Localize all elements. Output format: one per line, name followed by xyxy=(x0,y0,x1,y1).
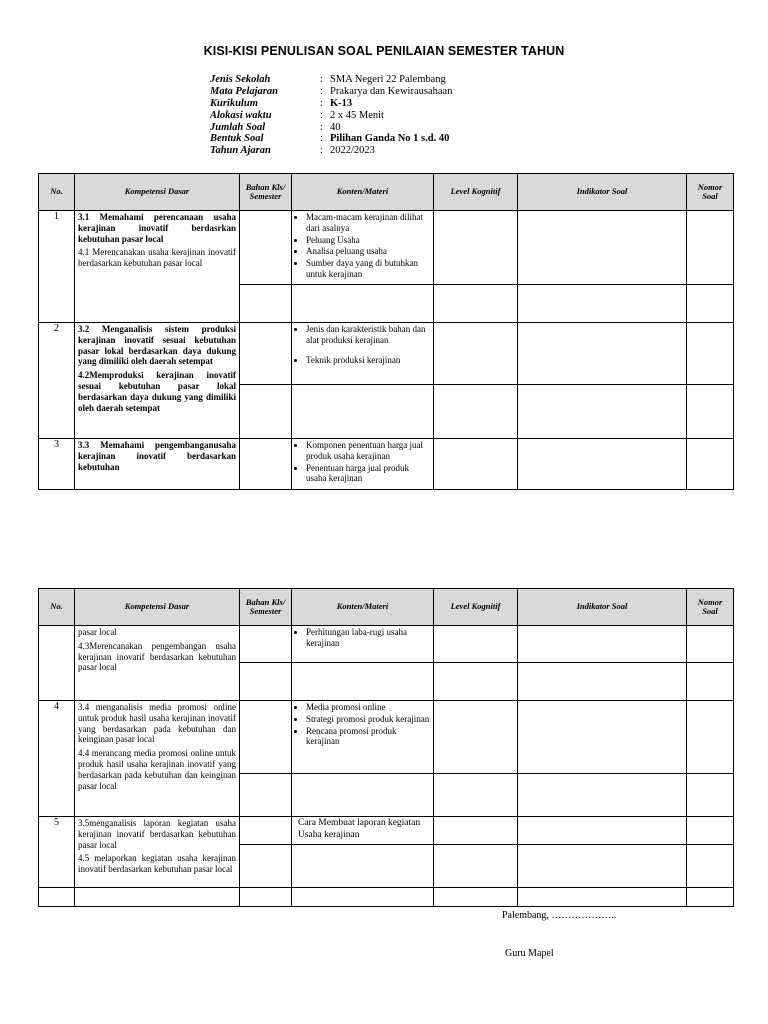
kd-text: 3.5menganalisis laporan kegiatan usaha kerajinan inovatif berdasarkan kebutuhan pasar local xyxy=(78,818,236,850)
cell-no xyxy=(39,888,75,907)
cell-no: 1 xyxy=(39,211,75,323)
header-no: No. xyxy=(39,589,75,626)
cell-kompetensi-dasar xyxy=(75,701,240,817)
header-konten-materi: Konten/Materi xyxy=(292,589,434,626)
meta-row xyxy=(210,98,452,110)
cell-bahan xyxy=(240,774,292,817)
meta-label: Alokasi waktu xyxy=(210,109,272,121)
cell-nomor xyxy=(687,817,734,845)
cell-nomor xyxy=(687,626,734,663)
meta-value: Prakarya dan Kewirausahaan xyxy=(330,85,453,97)
materi-item: • Perhitungan laba-rugi usaha kerajinan xyxy=(306,627,430,649)
cell-indikator xyxy=(518,701,687,774)
cell-materi xyxy=(292,817,434,845)
materi-item: • Analisa peluang usaha xyxy=(306,246,430,257)
cell-indikator xyxy=(518,323,687,385)
cell-indikator xyxy=(518,385,687,439)
cell-bahan xyxy=(240,817,292,845)
materi-text: Cara Membuat laporan kegiatan Usaha kerajinan xyxy=(298,818,421,840)
kisi-kisi-table-page-2 xyxy=(38,588,734,907)
materi-item: • Sumber daya yang di butuhkan untuk kerajinan xyxy=(306,258,430,280)
cell-level xyxy=(434,845,518,888)
table-header-row xyxy=(39,174,734,211)
cell-indikator xyxy=(518,626,687,663)
table-row xyxy=(39,626,734,663)
header-level-kognitif: Level Kognitif xyxy=(434,174,518,211)
cell-no: 3 xyxy=(39,439,75,490)
cell-kompetensi-dasar xyxy=(75,888,240,907)
cell-indikator xyxy=(518,211,687,285)
meta-value: Pilihan Ganda No 1 s.d. 40 xyxy=(330,133,450,145)
cell-materi xyxy=(292,845,434,888)
cell-materi xyxy=(292,888,434,907)
meta-value: 2 x 45 Menit xyxy=(330,109,384,121)
kd-text: 4.5 melaporkan kegiatan usaha kerajinan inovatif berdasarkan kebutuhan pasar local xyxy=(78,853,236,875)
cell-indikator xyxy=(518,663,687,701)
cell-bahan xyxy=(240,845,292,888)
signature-place-date: Palembang, ……………….. xyxy=(502,910,617,921)
meta-label: Tahun Ajaran xyxy=(210,145,271,157)
table-row xyxy=(39,888,734,907)
cell-materi xyxy=(292,285,434,323)
cell-materi xyxy=(292,701,434,774)
cell-nomor xyxy=(687,888,734,907)
header-bahan-kelas: Bahan Kls/ Semester xyxy=(240,174,292,211)
cell-indikator xyxy=(518,285,687,323)
header-nomor-soal: Nomor Soal xyxy=(687,589,734,626)
cell-level xyxy=(434,385,518,439)
cell-level xyxy=(434,285,518,323)
signature-role: Guru Mapel xyxy=(505,948,554,959)
cell-bahan xyxy=(240,439,292,490)
document-title: KISI-KISI PENULISAN SOAL PENILAIAN SEMESTER TAHUN xyxy=(203,44,565,58)
header-bahan-kelas: Bahan Kls/ Semester xyxy=(240,589,292,626)
meta-value: K-13 xyxy=(330,97,353,109)
table-row xyxy=(39,701,734,774)
meta-colon: : xyxy=(320,85,323,97)
cell-kompetensi-dasar xyxy=(75,323,240,439)
cell-level xyxy=(434,663,518,701)
cell-nomor xyxy=(687,845,734,888)
table-header-row xyxy=(39,589,734,626)
table-row xyxy=(39,211,734,285)
cell-bahan xyxy=(240,285,292,323)
cell-kompetensi-dasar xyxy=(75,211,240,323)
table-row xyxy=(39,439,734,490)
cell-nomor xyxy=(687,385,734,439)
cell-materi xyxy=(292,385,434,439)
cell-materi xyxy=(292,323,434,385)
kd-text: 3.4 menganalisis media promosi online untuk produk hasil usaha kerajinan inovatif yang berdasarkan pada kebutuhan dan keinginan pasar local xyxy=(78,702,236,745)
kd-text: 3.3 Memahami pengembanganusaha kerajinan inovatif berdasarkan kebutuhan xyxy=(78,440,236,472)
cell-nomor xyxy=(687,701,734,774)
meta-value: 40 xyxy=(330,121,341,133)
cell-bahan xyxy=(240,701,292,774)
meta-colon: : xyxy=(320,133,323,145)
meta-colon: : xyxy=(320,74,323,85)
cell-bahan xyxy=(240,888,292,907)
kd-text: 4.1 Merencanakan usaha kerajinan inovatif berdasarkan kebutuhan pasar local xyxy=(78,247,236,269)
cell-nomor xyxy=(687,323,734,385)
header-nomor-soal: Nomor Soal xyxy=(687,174,734,211)
cell-nomor xyxy=(687,439,734,490)
cell-level xyxy=(434,774,518,817)
header-no: No. xyxy=(39,174,75,211)
materi-item: • Komponen penentuan harga jual produk usaha kerajinan xyxy=(306,440,430,462)
cell-indikator xyxy=(518,817,687,845)
cell-level xyxy=(434,323,518,385)
meta-row xyxy=(210,145,452,157)
meta-row xyxy=(210,86,452,98)
materi-item: • Media promosi online xyxy=(306,702,430,713)
materi-item: • Penentuan harga jual produk usaha kerajinan xyxy=(306,463,430,485)
meta-row xyxy=(210,122,452,134)
kd-text: 4.2Memproduksi kerajinan inovatif sesuai kebutuhan pasar lokal berdasarkan daya dukung yang dimiliki oleh daerah setempat xyxy=(78,370,236,413)
header-konten-materi: Konten/Materi xyxy=(292,174,434,211)
cell-bahan xyxy=(240,385,292,439)
materi-item: • Strategi promosi produk kerajinan xyxy=(306,714,430,725)
cell-nomor xyxy=(687,285,734,323)
cell-level xyxy=(434,626,518,663)
cell-indikator xyxy=(518,845,687,888)
cell-indikator xyxy=(518,888,687,907)
meta-value: 2022/2023 xyxy=(330,145,375,157)
cell-indikator xyxy=(518,439,687,490)
cell-materi xyxy=(292,439,434,490)
cell-level xyxy=(434,211,518,285)
header-kompetensi-dasar: Kompetensi Dasar xyxy=(75,174,240,211)
meta-label: Jumlah Soal xyxy=(210,121,266,133)
cell-level xyxy=(434,439,518,490)
meta-label: Bentuk Soal xyxy=(210,133,264,145)
cell-no: 4 xyxy=(39,701,75,817)
kd-text: 3.2 Menganalisis sistem produksi kerajinan inovatif sesuai kebutuhan pasar lokal berdasarkan daya dukung yang dimiliki oleh daerah setempat xyxy=(78,324,236,367)
meta-row xyxy=(210,74,452,86)
cell-level xyxy=(434,817,518,845)
meta-row xyxy=(210,133,452,145)
cell-bahan xyxy=(240,626,292,663)
cell-bahan xyxy=(240,323,292,385)
meta-label: Kurikulum xyxy=(210,97,258,109)
cell-indikator xyxy=(518,774,687,817)
meta-colon: : xyxy=(320,97,323,109)
cell-materi xyxy=(292,663,434,701)
cell-nomor xyxy=(687,211,734,285)
cell-nomor xyxy=(687,663,734,701)
kd-text: pasar local xyxy=(78,627,117,637)
materi-item: • Peluang Usaha xyxy=(306,235,430,246)
cell-no: 2 xyxy=(39,323,75,439)
cell-bahan xyxy=(240,211,292,285)
materi-item: • Teknik produksi kerajinan xyxy=(306,355,430,366)
cell-no xyxy=(39,626,75,701)
cell-materi xyxy=(292,626,434,663)
header-indikator-soal: Indikator Soal xyxy=(518,589,687,626)
cell-kompetensi-dasar xyxy=(75,817,240,888)
cell-no: 5 xyxy=(39,817,75,888)
meta-row xyxy=(210,110,452,122)
meta-colon: : xyxy=(320,121,323,133)
materi-item: • Macam-macam kerajinan dilihat dari asalnya xyxy=(306,212,430,234)
meta-label: Jenis Sekolah xyxy=(210,74,271,85)
kd-text: 4.3Merencanakan pengembangan usaha kerajinan inovatif berdasarkan kebutuhan pasar local xyxy=(78,640,236,673)
cell-materi xyxy=(292,774,434,817)
cell-bahan xyxy=(240,663,292,701)
materi-item: • Rencana promosi produk kerajinan xyxy=(306,726,430,748)
header-level-kognitif: Level Kognitif xyxy=(434,589,518,626)
header-kompetensi-dasar: Kompetensi Dasar xyxy=(75,589,240,626)
table-row xyxy=(39,323,734,385)
kd-text: 3.1 Memahami perencanaan usaha kerajinan inovatif berdasrkan kebutuhan pasar local xyxy=(78,212,236,244)
cell-nomor xyxy=(687,774,734,817)
cell-level xyxy=(434,888,518,907)
table-row xyxy=(39,817,734,845)
meta-colon: : xyxy=(320,109,323,121)
cell-level xyxy=(434,701,518,774)
kisi-kisi-table-page-1 xyxy=(38,173,734,490)
meta-colon: : xyxy=(320,145,323,157)
meta-label: Mata Pelajaran xyxy=(210,85,278,97)
cell-materi xyxy=(292,211,434,285)
header-indikator-soal: Indikator Soal xyxy=(518,174,687,211)
materi-item: • Jenis dan karakteristik bahan dan alat produksi kerajinan xyxy=(306,324,430,346)
kd-text: 4.4 merancang media promosi online untuk produk hasil usaha kerajinan inovatif yang berdasarkan pada kebutuhan dan keinginan pasar local xyxy=(78,748,236,791)
cell-kompetensi-dasar xyxy=(75,439,240,490)
cell-kompetensi-dasar xyxy=(75,626,240,701)
meta-value: SMA Negeri 22 Palembang xyxy=(330,74,446,85)
document-meta xyxy=(210,74,452,157)
